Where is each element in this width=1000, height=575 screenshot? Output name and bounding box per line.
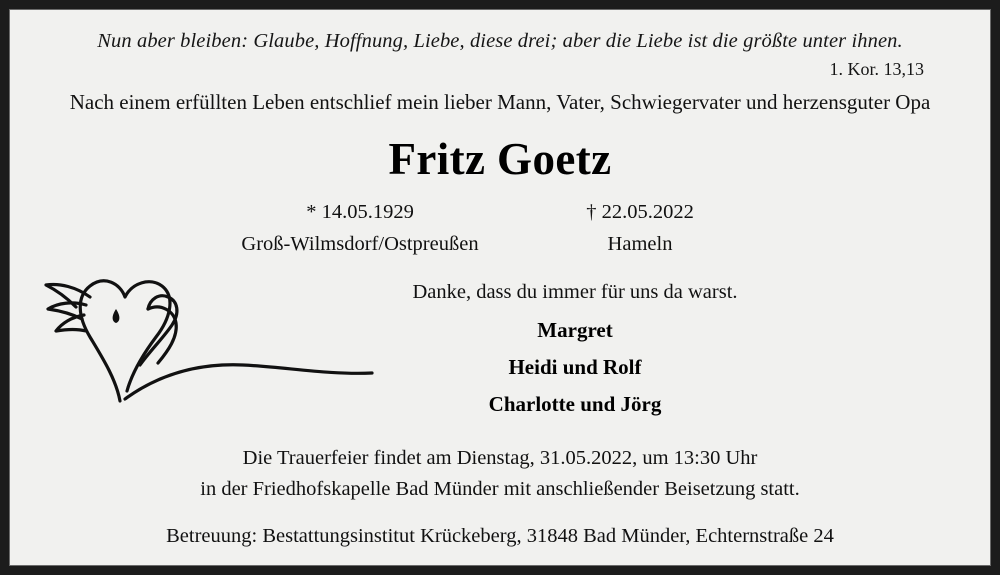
death-block — [500, 201, 780, 256]
bible-quote-source: 1. Kor. 13,13 — [829, 59, 924, 79]
death-date: † 22.05.2022 — [586, 201, 694, 223]
list-item: Heidi und Rolf — [508, 355, 642, 379]
notice-paper — [9, 9, 991, 566]
thanks-text: Danke, dass du immer für uns da warst. — [412, 281, 738, 303]
list-item: Charlotte und Jörg — [488, 392, 662, 416]
death-place: Hameln — [607, 233, 673, 255]
birth-date: * 14.05.1929 — [306, 201, 414, 223]
winged-hearts-icon — [28, 253, 398, 413]
deceased-name: Fritz Goetz — [388, 134, 612, 184]
ceremony-line-2: in der Friedhofskapelle Bad Münder mit anschließender Beisetzung statt. — [200, 478, 800, 500]
list-item: Margret — [537, 318, 613, 342]
funeral-home-info: Betreuung: Bestattungsinstitut Krückeberg, 31848 Bad Münder, Echternstraße 24 — [166, 525, 834, 547]
life-dates — [10, 201, 990, 256]
birth-block — [220, 201, 500, 256]
bible-quote: Nun aber bleiben: Glaube, Hoffnung, Liebe, diese drei; aber die Liebe ist die größte unter ihnen. — [97, 30, 903, 52]
ceremony-line-1: Die Trauerfeier findet am Dienstag, 31.05.2022, um 13:30 Uhr — [242, 447, 758, 469]
ceremony-details — [10, 447, 990, 501]
birth-place: Groß-Wilmsdorf/Ostpreußen — [241, 233, 479, 255]
intro-text: Nach einem erfüllten Leben entschlief mein lieber Mann, Vater, Schwiegervater und herzensguter Opa — [69, 90, 931, 114]
